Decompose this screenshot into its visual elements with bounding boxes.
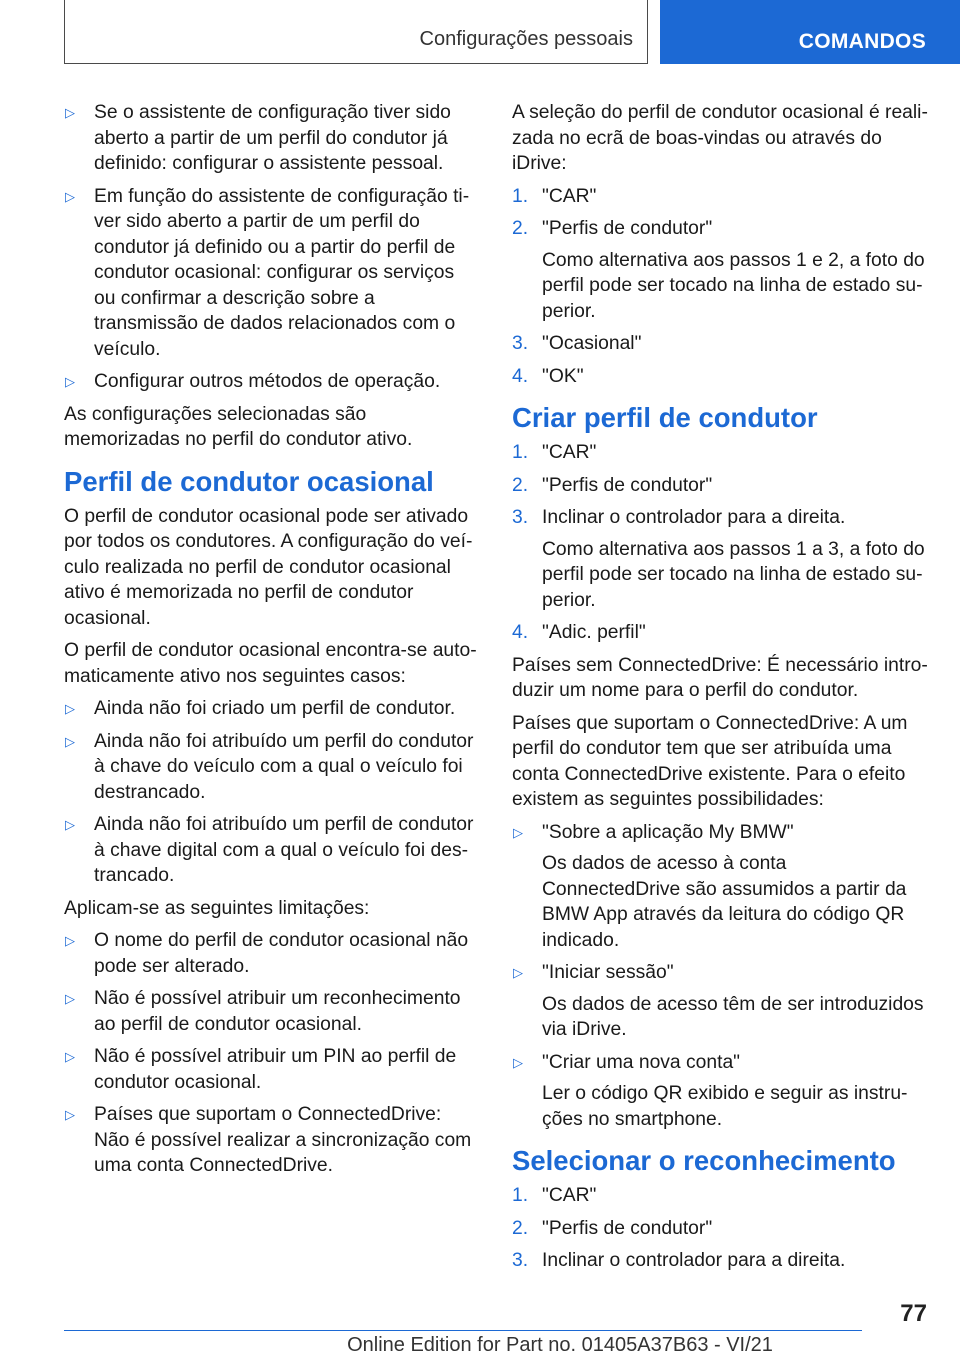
list-item: ▷ Em função do assistente de configuração tiver sido aberto a partir de um perfil do condutor já definido ou a partir do perfil de condutor ocasional: configurar os serviços ou confirmar a descrição sobre a transmissão de dados relacionados com o veículo. (65, 185, 470, 360)
paragraph: Aplicam-se as seguintes limitações: (64, 897, 370, 919)
triangle-bullet-icon: ▷ (65, 105, 75, 120)
step-number: 4. (512, 622, 529, 643)
triangle-bullet-icon: ▷ (65, 991, 75, 1006)
triangle-bullet-icon: ▷ (65, 733, 75, 749)
left-column (64, 100, 480, 1186)
header-section (64, 0, 648, 64)
paragraph: O perfil de condutor ocasional encontra-se automaticamente ativo nos seguintes casos: (64, 640, 477, 687)
triangle-bullet-icon: ▷ (513, 965, 523, 980)
triangle-bullet-icon: ▷ (65, 1107, 75, 1122)
step-number: 3. (512, 507, 529, 528)
step-number: 1. (512, 185, 529, 207)
limits-list (64, 928, 480, 1179)
list-item: ▷ Países que suportam o ConnectedDrive: Não é possível realizar a sincronização com uma conta ConnectedDrive. (65, 1104, 472, 1176)
paragraph: O perfil de condutor ocasional pode ser ativado por todos os condutores. A configuração do veículo realizada no perfil de condutor ocasional ativo é memorizada no perfil de condutor ocasional. (64, 505, 473, 629)
header-tab-label: COMANDOS (798, 30, 926, 53)
section-heading-create-profile: Criar perfil de condutor (512, 402, 818, 433)
step-number: 1. (512, 1185, 529, 1206)
list-item: ▷ "Iniciar sessão" Os dados de acesso têm de ser introduzidos via iDrive. (512, 960, 928, 1043)
step-item: 1. "CAR" (512, 440, 928, 466)
footer-edition: Online Edition for Part no. 01405A37B63 - VI/21 (347, 1334, 773, 1356)
step-item: 2. "Perfis de condutor" (512, 1216, 928, 1242)
step-number: 1. (512, 442, 529, 463)
list-item: ▷ Configurar outros métodos de operação. (64, 369, 480, 395)
triangle-bullet-icon: ▷ (65, 817, 75, 832)
triangle-bullet-icon: ▷ (65, 1049, 75, 1064)
list-item: ▷ Ainda não foi criado um perfil de condutor. (64, 696, 480, 722)
triangle-bullet-icon: ▷ (513, 824, 523, 840)
header-tab[interactable] (660, 0, 960, 64)
intro-bullet-list (64, 100, 480, 395)
triangle-bullet-icon: ▷ (65, 701, 75, 716)
step-item: 4. "OK" (512, 364, 928, 390)
step-item: 2. "Perfis de condutor" Como alternativa aos passos 1 e 2, a foto do perfil pode ser tocado na linha de estado superior. (512, 216, 928, 324)
list-item: ▷ Ainda não foi atribuído um perfil de condutor à chave digital com a qual o veículo foi destrancado. (65, 814, 474, 886)
step-number: 2. (512, 218, 529, 239)
memo-paragraph: As configurações selecionadas são memorizadas no perfil do condutor ativo. (64, 403, 413, 450)
paragraph: Países que suportam o ConnectedDrive: A um perfil do condutor tem que ser atribuída uma conta ConnectedDrive existente. Para o efeito existem as seguintes possibilidades: (512, 712, 908, 810)
paragraph: A seleção do perfil de condutor ocasional é realizada no ecrã de boas-vindas ou através do iDrive: (512, 102, 928, 174)
list-item: ▷ Ainda não foi atribuído um perfil do condutor à chave do veículo com a qual o veículo foi destrancado. (65, 730, 474, 803)
step-item: 2. "Perfis de condutor" (512, 473, 928, 499)
triangle-bullet-icon: ▷ (65, 188, 75, 204)
list-item: ▷ "Criar uma nova conta" Ler o código QR exibido e seguir as instruções no smartphone. (512, 1050, 928, 1133)
paragraph: Países sem ConnectedDrive: É necessário introduzir um nome para o perfil do condutor. (512, 654, 928, 701)
step-number: 2. (512, 474, 529, 496)
list-item: ▷ Se o assistente de configuração tiver sido aberto a partir de um perfil do condutor já definido: configurar o assistente pessoal. (65, 102, 451, 174)
step-item: 3. Inclinar o controlador para a direita. (512, 1248, 928, 1274)
step-note: Como alternativa aos passos 1 a 3, a foto do perfil pode ser tocado na linha de estado superior. (542, 538, 925, 611)
triangle-bullet-icon: ▷ (65, 374, 75, 389)
right-column (512, 100, 928, 1281)
header-section-title: Configurações pessoais (419, 28, 633, 50)
list-item: ▷ O nome do perfil de condutor ocasional não pode ser alterado. (65, 930, 469, 977)
create-steps-list (512, 440, 928, 646)
section-heading-occasional: Perfil de condutor ocasional (64, 465, 434, 497)
footer-divider (64, 1330, 862, 1331)
step-note: Como alternativa aos passos 1 e 2, a foto do perfil pode ser tocado na linha de estado superior. (542, 249, 925, 322)
list-item: ▷ Não é possível atribuir um reconhecimento ao perfil de condutor ocasional. (65, 988, 461, 1035)
list-item: ▷ "Sobre a aplicação My BMW" Os dados de acesso à conta ConnectedDrive são assumidos a partir da BMW App através da leitura do código QR indicado. (512, 820, 928, 954)
option-note: Os dados de acesso à conta ConnectedDrive são assumidos a partir da BMW App através da leitura do código QR indicado. (542, 853, 907, 951)
step-item: 1. "CAR" (512, 1183, 928, 1209)
step-number: 2. (512, 1217, 529, 1239)
recognition-steps-list (512, 1183, 928, 1274)
triangle-bullet-icon: ▷ (65, 933, 75, 948)
option-note: Ler o código QR exibido e seguir as instruções no smartphone. (542, 1083, 908, 1130)
connecteddrive-options-list (512, 820, 928, 1133)
step-item: 3. "Ocasional" (512, 331, 928, 357)
page-number: 77 (900, 1300, 927, 1327)
occasional-steps-list (512, 184, 928, 390)
option-note: Os dados de acesso têm de ser introduzidos via iDrive. (542, 993, 924, 1040)
step-number: 3. (512, 333, 529, 354)
step-item: 1. "CAR" (512, 184, 928, 210)
triangle-bullet-icon: ▷ (513, 1054, 523, 1070)
step-item: 3. Inclinar o controlador para a direita. Como alternativa aos passos 1 a 3, a foto do perfil pode ser tocado na linha de estado superior. (512, 505, 928, 613)
step-item: 4. "Adic. perfil" (512, 620, 928, 646)
list-item: ▷ Não é possível atribuir um PIN ao perfil de condutor ocasional. (65, 1046, 457, 1093)
step-number: 3. (512, 1250, 529, 1271)
section-heading-recognition: Selecionar o reconhecimento (512, 1145, 896, 1176)
cases-list (64, 696, 480, 889)
step-number: 4. (512, 365, 529, 387)
